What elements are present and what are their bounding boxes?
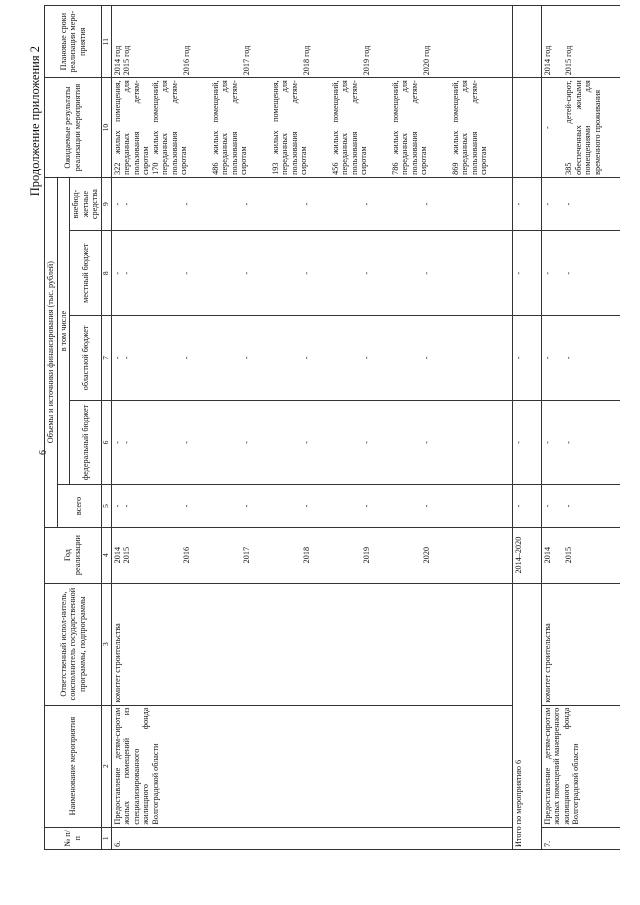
result-value: 786 жилых помещений, переданных для пользования детям-сиротам bbox=[390, 80, 429, 175]
extrabudget-value: - bbox=[122, 202, 132, 206]
column-number: 9 bbox=[101, 177, 111, 231]
terms-cell bbox=[541, 6, 620, 78]
extrabudget-value: - bbox=[362, 202, 372, 206]
total-value: - bbox=[242, 504, 252, 508]
total-label: Итого по мероприятию 6 bbox=[512, 583, 541, 849]
header-local: местный бюджет bbox=[70, 231, 102, 316]
total-local: - bbox=[512, 231, 541, 316]
table-row-total-6 bbox=[512, 6, 541, 850]
year-value: 2016 bbox=[182, 546, 192, 564]
total-value: - bbox=[182, 504, 192, 508]
total-regional: - bbox=[512, 316, 541, 401]
terms-cell bbox=[111, 6, 512, 78]
column-number: 1 bbox=[101, 827, 111, 849]
local-value: - bbox=[302, 271, 312, 275]
regional-value: - bbox=[242, 356, 252, 360]
extrabudget-value: - bbox=[182, 202, 192, 206]
column-number: 7 bbox=[101, 316, 111, 401]
extrabudget-cell bbox=[541, 177, 620, 231]
results-cell bbox=[541, 78, 620, 178]
result-value: 456 жилых помещений, переданных для пользования детям-сиротам bbox=[330, 80, 369, 175]
total-terms bbox=[512, 6, 541, 78]
row-number: 7. bbox=[541, 827, 620, 849]
term-value: 2018 год bbox=[302, 45, 312, 76]
total-results bbox=[512, 78, 541, 178]
local-cell bbox=[111, 231, 512, 316]
year-cell bbox=[541, 527, 620, 583]
activity-executor: комитет строительства bbox=[111, 583, 512, 705]
regional-value: - bbox=[362, 356, 372, 360]
result-value: 385 детей-сирот, обеспеченных жилыми помещениями для временного проживания bbox=[564, 80, 602, 175]
page-number: 6 bbox=[38, 450, 49, 455]
year-value: 2019 bbox=[362, 546, 372, 564]
activity-executor: комитет строительства bbox=[541, 583, 620, 705]
extrabudget-value: - bbox=[422, 202, 432, 206]
term-value: 2014 год bbox=[112, 45, 122, 76]
year-value: 2017 bbox=[242, 546, 252, 564]
local-value: - bbox=[542, 271, 552, 275]
federal-value: - bbox=[422, 441, 432, 444]
appendix-label: Продолжение приложения 2 bbox=[28, 46, 42, 197]
year-value: 2020 bbox=[422, 546, 432, 564]
regional-value: - bbox=[182, 356, 192, 360]
term-value: 2017 год bbox=[242, 45, 252, 76]
table-row-activity-6 bbox=[111, 6, 512, 850]
results-cell bbox=[111, 78, 512, 178]
total-federal: - bbox=[512, 400, 541, 485]
result-value: - bbox=[542, 126, 552, 129]
regional-value: - bbox=[422, 356, 432, 360]
local-value: - bbox=[422, 271, 432, 275]
column-number: 5 bbox=[101, 485, 111, 527]
regional-value: - bbox=[302, 356, 312, 360]
header-extrabudget: внебюд-жетные средства bbox=[70, 177, 102, 231]
federal-value: - bbox=[122, 441, 132, 444]
year-value: 2015 bbox=[122, 546, 132, 564]
total-value: - bbox=[112, 504, 122, 508]
total-value: - bbox=[564, 504, 574, 508]
column-number-row bbox=[101, 6, 111, 850]
local-value: - bbox=[362, 271, 372, 275]
result-value: 170 жилых помещений, переданных для пользования детям-сиротам bbox=[150, 80, 189, 175]
column-number: 2 bbox=[101, 705, 111, 827]
table-row-activity-7 bbox=[541, 6, 620, 850]
total-value: - bbox=[122, 504, 132, 508]
term-value: 2019 год bbox=[362, 45, 372, 76]
federal-cell bbox=[111, 400, 512, 485]
header-including: в том числе bbox=[57, 177, 70, 484]
local-value: - bbox=[564, 271, 574, 275]
year-cell bbox=[111, 527, 512, 583]
year-value: 2014 bbox=[542, 546, 552, 564]
extrabudget-value: - bbox=[542, 202, 552, 206]
local-value: - bbox=[122, 271, 132, 275]
term-value: 2016 год bbox=[182, 45, 192, 76]
column-number: 8 bbox=[101, 231, 111, 316]
year-value: 2014 bbox=[112, 546, 122, 564]
header-num: № п/п bbox=[45, 827, 102, 849]
local-value: - bbox=[112, 271, 122, 275]
term-value: 2015 год bbox=[564, 45, 574, 76]
federal-value: - bbox=[112, 441, 122, 444]
total-value: - bbox=[422, 504, 432, 508]
extrabudget-value: - bbox=[242, 202, 252, 206]
header-name: Наименование мероприятия bbox=[45, 705, 102, 827]
column-number: 6 bbox=[101, 400, 111, 485]
row-number: 6. bbox=[111, 827, 512, 849]
activity-name: Предоставление детям-сиротам жилых помещений маневренного жилищного фонда Волгоградской области bbox=[541, 705, 620, 827]
total-value: - bbox=[542, 504, 552, 508]
column-number: 11 bbox=[101, 6, 111, 78]
federal-value: - bbox=[242, 441, 252, 444]
header-results: Ожидаемые результаты реализации мероприятия bbox=[45, 78, 102, 178]
header-total: всего bbox=[57, 485, 101, 527]
local-cell bbox=[541, 231, 620, 316]
total-value: - bbox=[302, 504, 312, 508]
federal-value: - bbox=[302, 441, 312, 444]
term-value: 2015 год bbox=[122, 45, 132, 76]
total-sum: - bbox=[512, 485, 541, 527]
header-terms: Плановые сроки реализации меро-приятия bbox=[45, 6, 102, 78]
regional-value: - bbox=[564, 356, 574, 360]
header-regional: областной бюджет bbox=[70, 316, 102, 401]
header-executor: Ответственный испол-нитель, соисполнитель государственной программы, подпрограммы bbox=[45, 583, 102, 705]
header-year: Год реализации bbox=[45, 527, 102, 583]
total-years: 2014–2020 bbox=[512, 527, 541, 583]
column-number: 3 bbox=[101, 583, 111, 705]
column-number: 4 bbox=[101, 527, 111, 583]
result-value: 869 жилых помещений, переданных для пользования детям-сиротам bbox=[450, 80, 489, 175]
extrabudget-value: - bbox=[302, 202, 312, 206]
header-federal: федеральный бюджет bbox=[70, 400, 102, 485]
program-table bbox=[44, 5, 620, 850]
regional-cell bbox=[111, 316, 512, 401]
extrabudget-value: - bbox=[112, 202, 122, 206]
local-value: - bbox=[242, 271, 252, 275]
term-value: 2020 год bbox=[422, 45, 432, 76]
total-value: - bbox=[362, 504, 372, 508]
local-value: - bbox=[182, 271, 192, 275]
term-value: 2014 год bbox=[542, 45, 552, 76]
activity-name: Предоставление детям-сиротам жилых помещений из специализированного жилищного фонда Волгоградской области bbox=[111, 705, 512, 827]
federal-value: - bbox=[542, 441, 552, 444]
total-extrabudget: - bbox=[512, 177, 541, 231]
year-value: 2015 bbox=[564, 546, 574, 564]
column-number: 10 bbox=[101, 78, 111, 178]
result-value: 322 жилых помещения, переданных для пользования детям-сиротам bbox=[112, 80, 151, 175]
total-cell bbox=[541, 485, 620, 527]
federal-value: - bbox=[564, 441, 574, 444]
result-value: 486 жилых помещений, переданных для пользования детям-сиротам bbox=[210, 80, 249, 175]
regional-cell bbox=[541, 316, 620, 401]
federal-value: - bbox=[362, 441, 372, 444]
federal-value: - bbox=[182, 441, 192, 444]
result-value: 193 жилых помещения, переданных для пользования детям-сиротам bbox=[270, 80, 309, 175]
year-value: 2018 bbox=[302, 546, 312, 564]
regional-value: - bbox=[542, 356, 552, 360]
total-cell bbox=[111, 485, 512, 527]
federal-cell bbox=[541, 400, 620, 485]
header-funding: Объемы и источники финансирования (тыс. рублей) bbox=[45, 177, 58, 527]
regional-value: - bbox=[112, 356, 122, 360]
regional-value: - bbox=[122, 356, 132, 360]
extrabudget-cell bbox=[111, 177, 512, 231]
extrabudget-value: - bbox=[564, 202, 574, 206]
